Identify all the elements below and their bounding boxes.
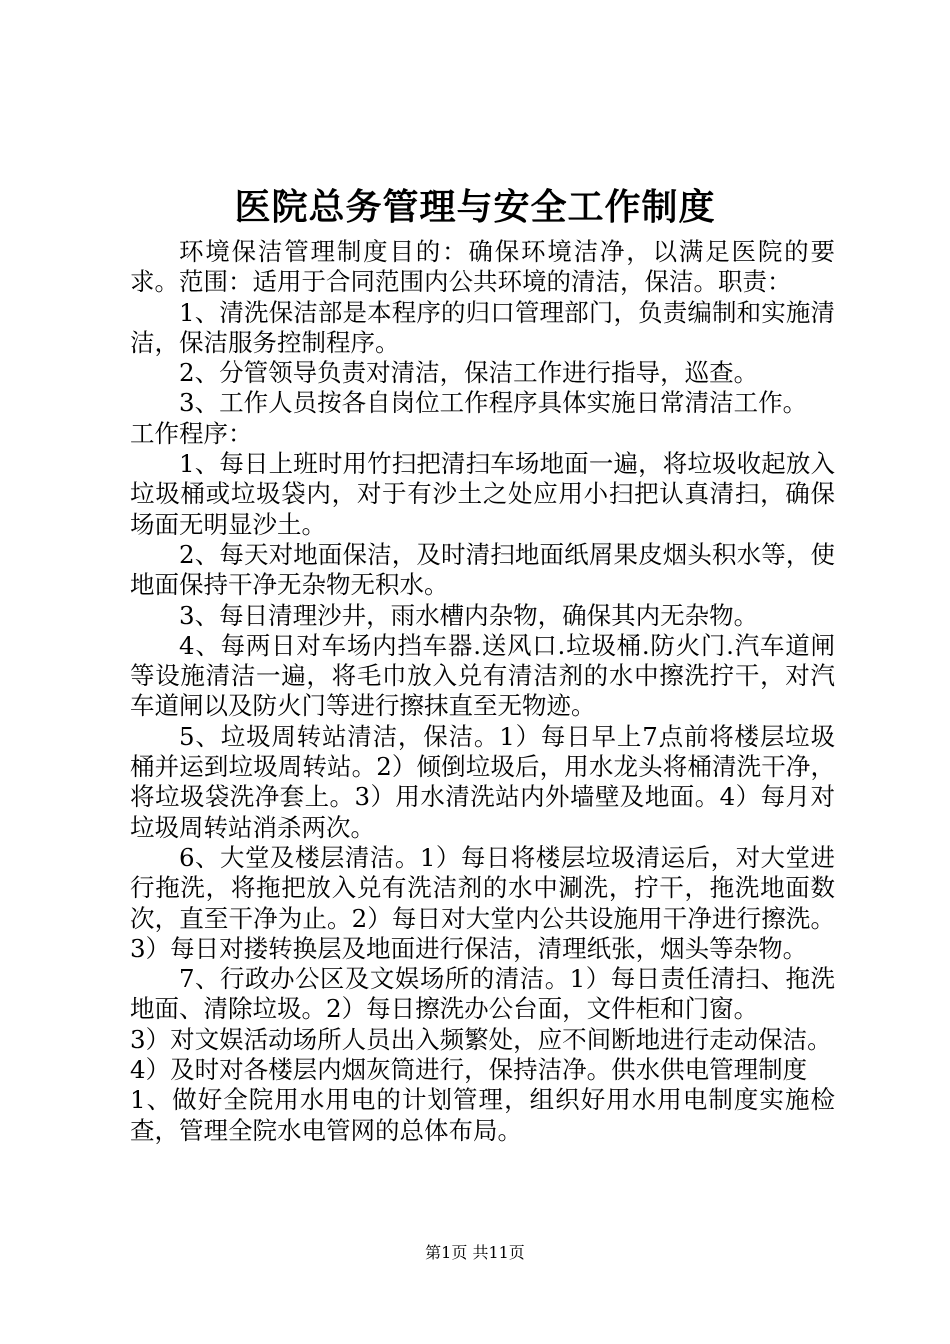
paragraph: 2、分管领导负责对清洁，保洁工作进行指导，巡查。 (179, 358, 759, 388)
paragraph: 环境保洁管理制度目的：确保环境洁净，以满足医院的要求。范围：适用于合同范围内公共环境的清洁，保洁。职责： (130, 237, 835, 297)
paragraph: 1、清洗保洁部是本程序的归口管理部门，负责编制和实施清洁，保洁服务控制程序。 (130, 297, 835, 357)
paragraph: 4、每两日对车场内挡车器.送风口.垃圾桶.防火门.汽车道闸等设施清洁一遍，将毛巾放入兑有清洁剂的水中擦洗拧干，对汽车道闸以及防火门等进行擦抹直至无物迹。 (130, 630, 835, 721)
document-body (130, 237, 835, 1146)
paragraph: 2、每天对地面保洁，及时清扫地面纸屑果皮烟头积水等，使地面保持干净无杂物无积水。 (130, 539, 835, 600)
paragraph: 6、大堂及楼层清洁。1）每日将楼层垃圾清运后，对大堂进行拖洗，将拖把放入兑有洗洁剂的水中涮洗，拧干，拖洗地面数次，直至干净为止。2）每日对大堂内公共设施用干净进行擦洗。3）每日对搂转换层及地面进行保洁，清理纸张，烟头等杂物。 (130, 842, 835, 963)
page-number-footer: 第1页 共11页 (425, 1243, 525, 1262)
paragraph: 3）对文娱活动场所人员出入频繁处，应不间断地进行走动保洁。 (130, 1024, 832, 1054)
paragraph: 4）及时对各楼层内烟灰筒进行，保持洁净。供水供电管理制度 (130, 1055, 808, 1085)
document-title: 医院总务管理与安全工作制度 (234, 186, 716, 228)
section-heading: 工作程序： (130, 418, 253, 448)
paragraph: 3、工作人员按各自岗位工作程序具体实施日常清洁工作。 (179, 388, 808, 418)
paragraph: 3、每日清理沙井，雨水槽内杂物，确保其内无杂物。 (179, 600, 759, 630)
paragraph: 5、垃圾周转站清洁，保洁。1）每日早上7点前将楼层垃圾桶并运到垃圾周转站。2）倾倒垃圾后，用水龙头将桶清洗干净，将垃圾袋洗净套上。3）用水清洗站内外墙壁及地面。4）每月对垃圾周转站消杀两次。 (130, 721, 835, 842)
paragraph: 1、做好全院用水用电的计划管理，组织好用水用电制度实施检查，管理全院水电管网的总体布局。 (130, 1085, 835, 1145)
paragraph: 1、每日上班时用竹扫把清扫车场地面一遍，将垃圾收起放入垃圾桶或垃圾袋内，对于有沙土之处应用小扫把认真清扫，确保场面无明显沙土。 (130, 449, 835, 539)
paragraph: 7、行政办公区及文娱场所的清洁。1）每日责任清扫、拖洗地面、清除垃圾。2）每日擦洗办公台面，文件柜和门窗。 (130, 964, 835, 1024)
